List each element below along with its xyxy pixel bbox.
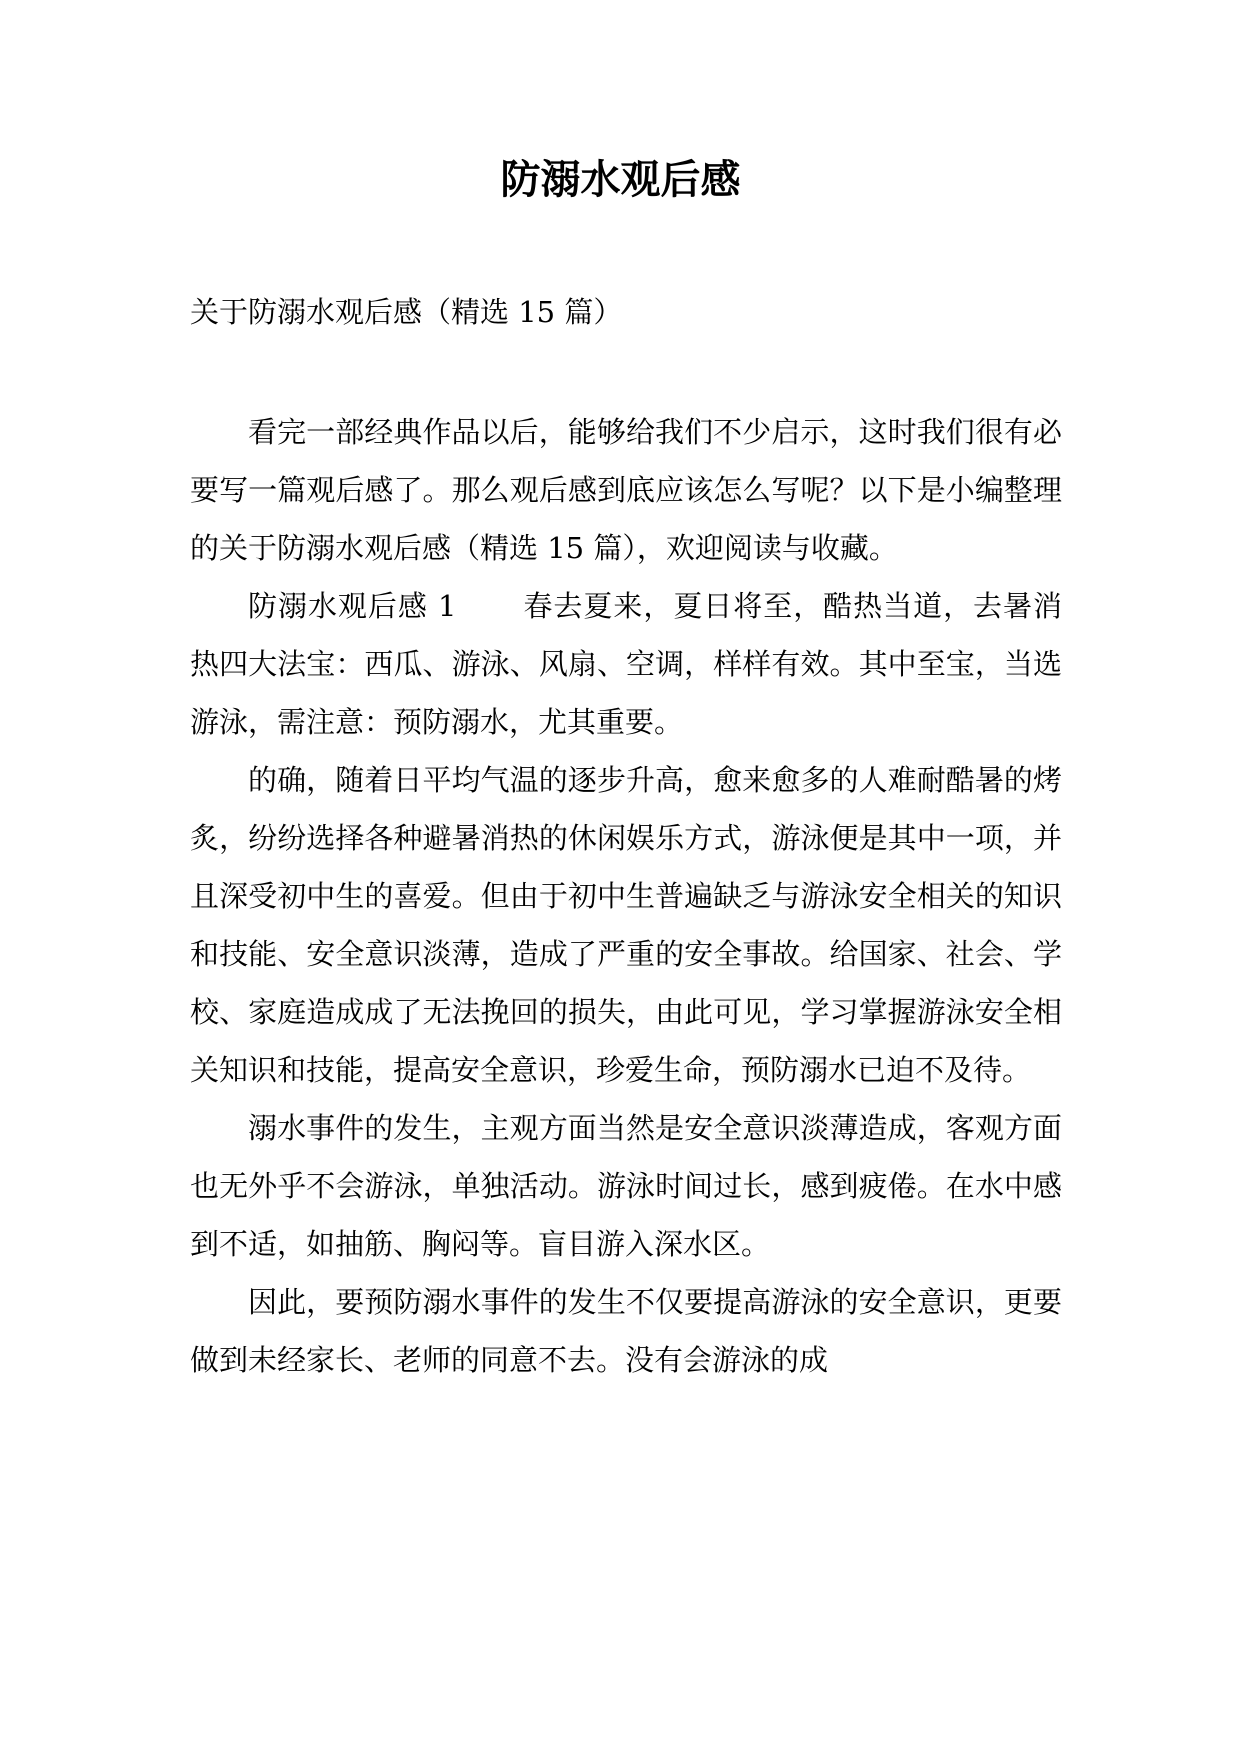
paragraph-text: 的确，随着日平均气温的逐步升高，愈来愈多的人难耐酷暑的烤炙，纷纷选择各种避暑消热的休闲娱乐方式，游泳便是其中一项，并且深受初中生的喜爱。但由于初中生普遍缺乏与游泳安全相关的知识和技能、安全意识淡薄，造成了严重的安全事故。给国家、社会、学校、家庭造成成了无法挽回的损失，由此可见，学习掌握游泳安全相关知识和技能，提高安全意识，珍爱生命，预防溺水已迫不及待。 xyxy=(190,763,1062,1087)
paragraph-text: 春去夏来，夏日将至，酷热当道，去暑消热四大法宝：西瓜、游泳、风扇、空调，样样有效。其中至宝，当选游泳，需注意：预防溺水，尤其重要。 xyxy=(190,589,1062,739)
paragraph xyxy=(190,1273,1062,1389)
paragraph xyxy=(190,1099,1062,1273)
document-subtitle: 关于防溺水观后感（精选 15 篇） xyxy=(190,295,623,329)
section-heading: 防溺水观后感 1 xyxy=(248,589,457,623)
paragraph xyxy=(190,751,1062,1099)
document-title: 防溺水观后感 xyxy=(500,157,741,203)
paragraph xyxy=(190,403,1062,577)
paragraph-text: 看完一部经典作品以后，能够给我们不少启示，这时我们很有必要写一篇观后感了。那么观后感到底应该怎么写呢？以下是小编整理的关于防溺水观后感（精选 15 篇），欢迎阅读与收藏。 xyxy=(190,415,1062,565)
paragraph-text: 溺水事件的发生，主观方面当然是安全意识淡薄造成，客观方面也无外乎不会游泳，单独活动。游泳时间过长，感到疲倦。在水中感到不适，如抽筋、胸闷等。盲目游入深水区。 xyxy=(190,1111,1062,1261)
paragraph xyxy=(190,577,1062,751)
paragraph-text: 因此，要预防溺水事件的发生不仅要提高游泳的安全意识，更要做到未经家长、老师的同意不去。没有会游泳的成 xyxy=(190,1285,1062,1377)
document-body xyxy=(190,403,1062,1389)
